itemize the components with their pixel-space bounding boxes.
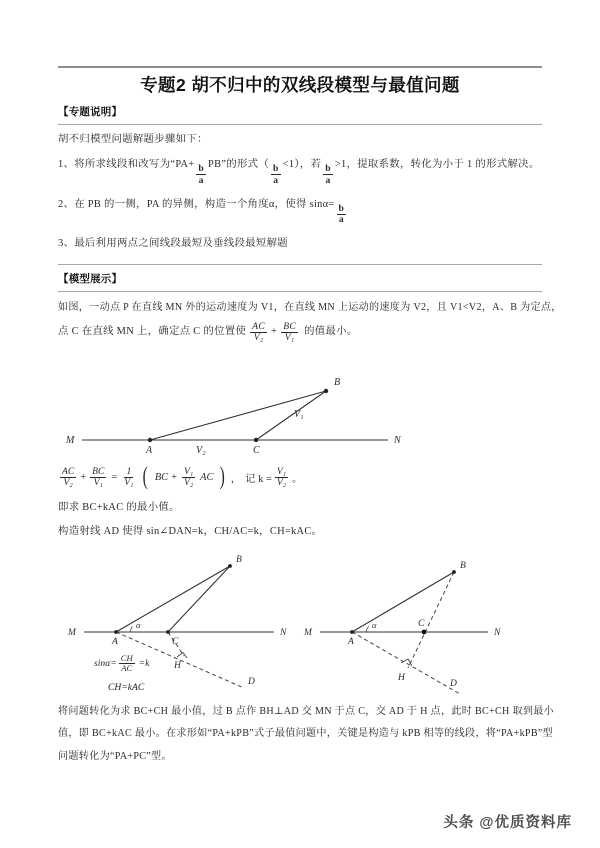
conclusion-block: [58, 705, 555, 763]
figure-3-segment-bh: [408, 572, 454, 668]
figure-3-bh-perpendicular-ad: [302, 548, 542, 700]
section-model-heading: 【模型展示】: [58, 273, 123, 285]
figure-pair-row: [58, 548, 542, 700]
figure-2-label-n: N: [280, 627, 287, 638]
fraction-numerator: AC: [62, 465, 75, 477]
formula-inner-ac: AC: [200, 471, 214, 483]
step-1-part-c: <1），若: [282, 158, 322, 170]
figure-2-segment-cb: [168, 566, 230, 632]
step-1-number: 1、: [58, 158, 75, 170]
figure-2-with-perpendicular: [58, 548, 306, 700]
fraction-denominator: a: [273, 174, 279, 186]
figure-2-point-a-dot: [114, 630, 118, 634]
figure-2-segment-ab: [116, 566, 230, 632]
formula-frac-1-v1: [122, 467, 135, 488]
footer-watermark: 头条 @优质资料库: [443, 815, 572, 831]
figure-3-angle-arc: [366, 626, 369, 632]
figure-3-point-c-dot: [422, 629, 427, 634]
figure-3-label-b: B: [460, 560, 466, 571]
header-rule: [58, 66, 542, 68]
conclusion-line-1: 将问题转化为求 BC+CH 最小值，过 B 点作 BH⊥AD 交 MN 于点 C，交 AD 于 H 点，此时 BC+CH 取到最小: [58, 705, 555, 717]
conclusion-line-3: 问题转化为“PA+PC”型。: [58, 751, 172, 763]
figure-3-ray-ad: [352, 632, 460, 694]
figure-1-label-v2: V₂: [196, 444, 206, 456]
figure-2-label-m: M: [68, 627, 76, 638]
fraction-denominator: V₂: [183, 477, 194, 489]
figure-2-label-d: D: [248, 676, 255, 687]
formula-frac-k: [275, 467, 288, 488]
point-c-dot: [254, 438, 258, 442]
figure-1-svg: [58, 355, 478, 463]
segment-cb: [256, 391, 326, 440]
step-1-fraction-1: [196, 164, 206, 185]
fraction-denominator: a: [198, 174, 204, 186]
formula-period: 。: [292, 473, 303, 485]
figure-2-label-c: C: [172, 636, 179, 647]
figure-1-label-v1: V₁: [294, 408, 304, 420]
formula-comma: ，: [230, 473, 242, 485]
section-explanation-heading: 【专题说明】: [58, 106, 123, 118]
divider-above-model-heading: [58, 264, 542, 265]
figure-2-caption-suffix: =k: [138, 657, 150, 669]
conclusion-line-2: 值，即 BC+kAC 最小。在求形如“PA+kPB”式子最值问题中，关键是构造与 kPB 相等的线段，将“PA+kPB”型: [58, 728, 554, 740]
step-1-fraction-2: [271, 164, 281, 185]
formula-frac-ac-v2: [60, 467, 76, 488]
formula-note-k: 记 k =: [245, 473, 272, 485]
figure-3-label-m: M: [304, 627, 312, 638]
figure-3-right-angle-mark: [401, 659, 412, 666]
figure-1-label-c: C: [253, 444, 260, 456]
figure-2-svg: [58, 548, 306, 700]
step-2-text: 在 PB 的一侧，PA 的异侧，构造一个角度α，使得 sinα=: [74, 198, 335, 210]
fraction-numerator: 1: [126, 465, 132, 477]
step-2-fraction: [337, 204, 347, 225]
figure-2-point-c-dot: [166, 630, 170, 634]
fraction-numerator: CH: [120, 652, 133, 663]
figure-2-point-b-dot: [228, 564, 232, 568]
figure-3-svg: [302, 548, 542, 700]
formula-frac-v1-v2: [182, 467, 195, 488]
fraction-denominator: V₂: [276, 477, 287, 489]
fraction-numerator: b: [273, 163, 279, 175]
figure-2-label-b: B: [236, 554, 242, 565]
formula-equals: =: [111, 471, 118, 483]
figure-2-label-h: H: [174, 660, 181, 671]
fraction-numerator: V₁: [183, 465, 194, 477]
step-1-part-b: PB”的形式（: [208, 158, 270, 170]
figure-2-caption-fraction: [119, 654, 135, 673]
fraction-numerator: AC: [252, 320, 266, 332]
document-body: [58, 104, 562, 763]
figure-1-triangle-abc: [58, 355, 542, 463]
figure-3-label-alpha: α: [372, 619, 377, 630]
figure-3-label-d: D: [450, 678, 457, 689]
fraction-denominator: V₂: [63, 477, 73, 489]
fraction-numerator: V₁: [276, 465, 287, 477]
model-fraction-ac-v2: [250, 322, 267, 343]
explanation-intro: 胡不归模型问题解题步骤如下：: [58, 134, 208, 145]
fraction-denominator: V₁: [124, 477, 134, 489]
fraction-numerator: BC: [283, 320, 297, 332]
fraction-denominator: a: [325, 174, 331, 186]
step-3-number: 3、: [58, 238, 75, 250]
mid-line-2: 构造射线 AD 使得 sin∠DAN=k，CH/AC=k，CH=kAC。: [58, 525, 323, 537]
fraction-denominator: V₁: [284, 332, 295, 344]
figure-1-label-m: M: [66, 434, 75, 446]
model-fraction-bc-v1: [281, 322, 298, 343]
figure-2-label-alpha: α: [136, 619, 141, 630]
figure-3-label-n: N: [494, 627, 501, 638]
explanation-step-1: [58, 159, 542, 186]
figure-2-label-a: A: [112, 636, 118, 647]
figure-3-label-a: A: [348, 636, 354, 647]
fraction-denominator: a: [338, 214, 344, 226]
formula-derivation: $\frac{AC}{\text{V₂}}$ + $\frac{BC}{\text{V₁}}$ = $\frac{1}{\text{V₁}}$ ( BC + $\frac{\text{V₁}}{\text{V₂}}$ AC ) ， 记 k = $\frac{\text{V₁}}{\text{V₂}}$ 。: [62, 463, 303, 491]
section-model: [58, 264, 562, 763]
step-1-part-a: 将所求线段和改写为“PA+: [74, 158, 195, 170]
explanation-step-3: [58, 238, 542, 250]
section-explanation: [58, 104, 542, 250]
fraction-denominator: V₁: [93, 477, 103, 489]
model-line2-prefix: 点 C 在直线 MN 上，确定点 C 的位置使: [58, 326, 247, 338]
figure-3-label-h: H: [398, 672, 405, 683]
formula-inner-plus: +: [171, 471, 177, 483]
formula-plus-1: +: [80, 471, 87, 483]
point-b-dot: [324, 389, 328, 393]
figure-2-caption-chkac: CH=kAC: [108, 681, 145, 693]
explanation-step-2: [58, 199, 542, 226]
divider-under-explanation-heading: [58, 124, 542, 125]
figure-2-right-angle-mark: [177, 652, 187, 658]
fraction-denominator: V₂: [253, 332, 264, 344]
figure-1-label-n: N: [394, 434, 401, 446]
figure-3-point-b-dot: [452, 570, 456, 574]
formula-frac-bc-v1: [90, 467, 106, 488]
figure-1-label-a: A: [146, 444, 153, 456]
figure-2-angle-arc: [130, 626, 133, 632]
fraction-numerator: b: [338, 202, 345, 214]
point-a-dot: [148, 438, 152, 442]
step-1-fraction-3: [323, 164, 333, 185]
page-title: 专题2 胡不归中的双线段模型与最值问题: [140, 75, 460, 95]
fraction-numerator: b: [325, 163, 331, 175]
figure-2-caption-prefix: sinα=: [94, 657, 117, 669]
model-paragraph-line2: [58, 322, 542, 343]
figure-3-point-a-dot: [350, 630, 354, 634]
figure-3-label-c: C: [418, 618, 425, 629]
step-1-part-d: >1，提取系数，转化为小于 1 的形式解决。: [334, 158, 540, 170]
mid-line-1: 即求 BC+kAC 的最小值。: [58, 501, 180, 513]
fraction-denominator: AC: [121, 663, 133, 674]
fraction-numerator: BC: [92, 465, 105, 477]
model-line2-suffix: 的值最小。: [304, 326, 358, 338]
figure-3-segment-ab: [352, 572, 454, 632]
formula-inner-bc: BC: [154, 471, 169, 483]
figure-2-caption-sin: [94, 654, 149, 673]
step-2-number: 2、: [58, 198, 75, 210]
fraction-numerator: b: [198, 163, 205, 175]
step-3-text: 最后利用两点之间线段最短及垂线段最短解题: [74, 238, 288, 250]
figure-1-label-b: B: [334, 376, 341, 388]
model-paragraph-line1: 如图，一动点 P 在直线 MN 外的运动速度为 V1，在直线 MN 上运动的速度为 V2，且 V1<V2，A、B 为定点，: [58, 302, 562, 313]
divider-under-model-heading: [58, 291, 542, 292]
model-line2-plus: +: [271, 326, 278, 338]
